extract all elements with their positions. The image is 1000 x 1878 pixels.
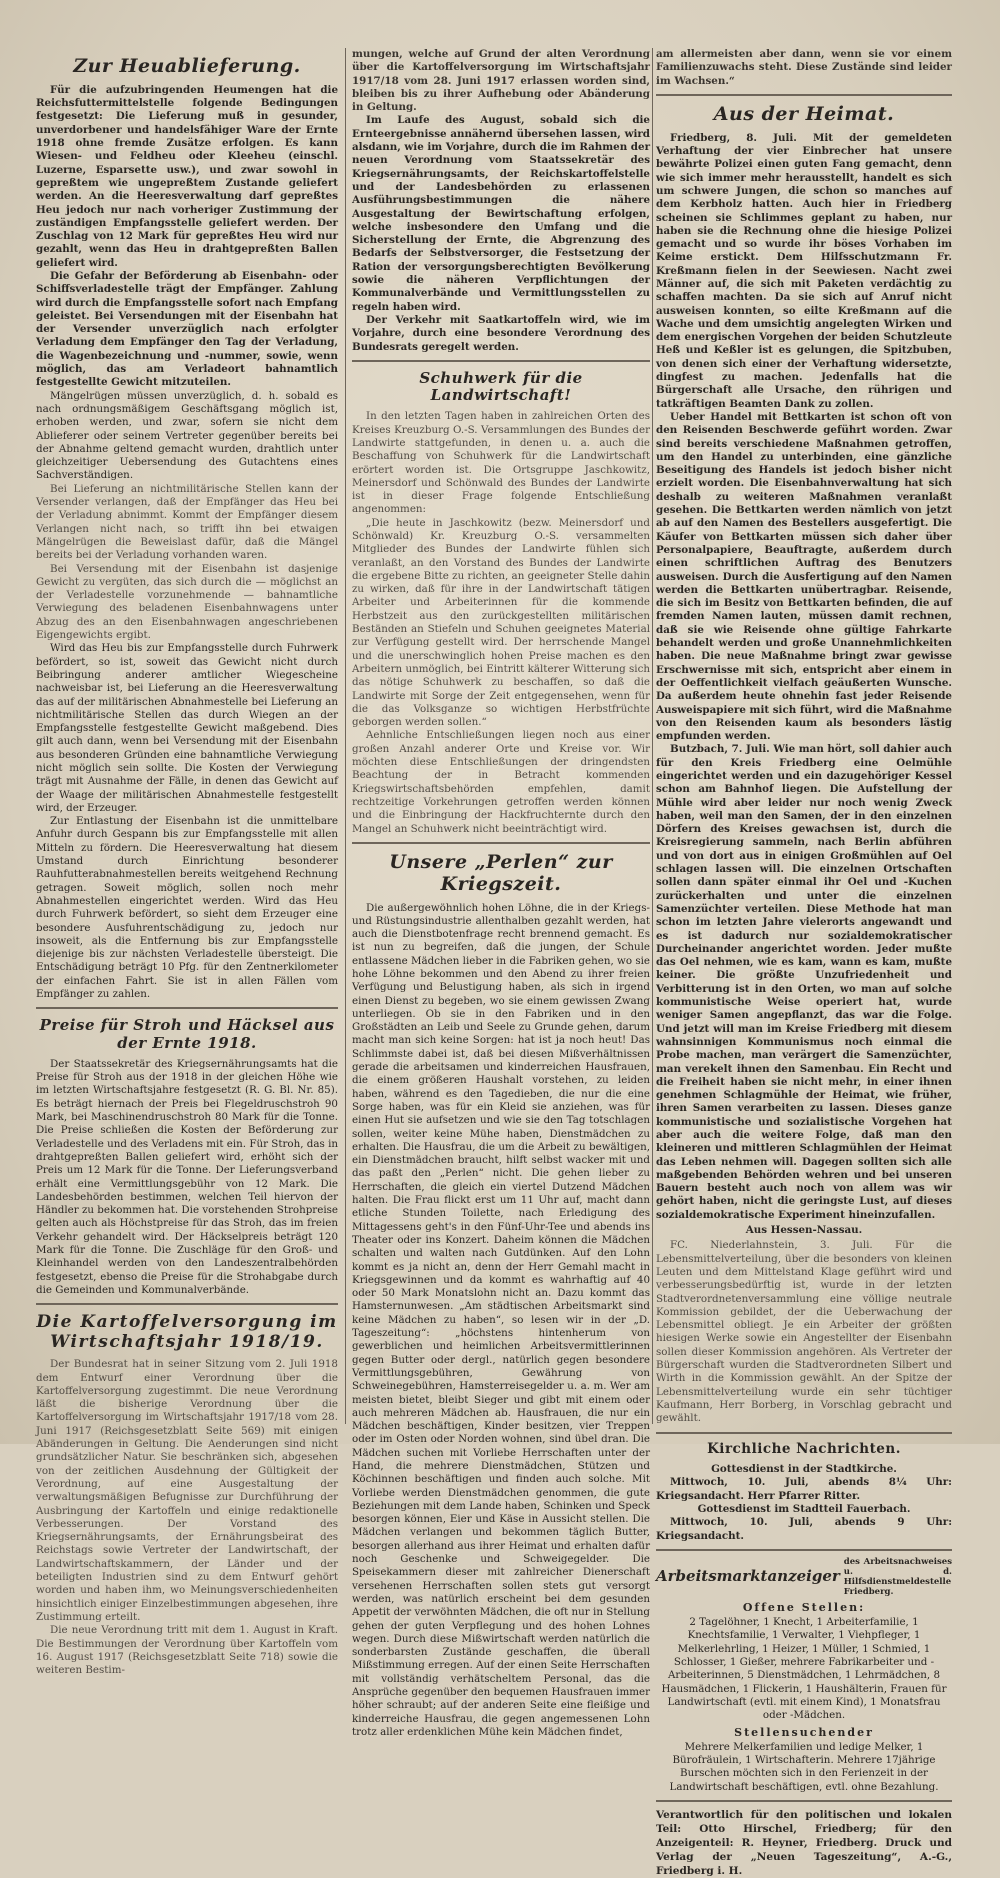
heading-schuhwerk: Schuhwerk für die Landwirtschaft! [419,368,583,405]
paragraph: Bei Lieferung an nichtmilitärische Stellen kann der Versender verlangen, daß der Empfänger das Heu bei der Verladung abnimmt. Kommt der Empfänger diesem Verlangen nicht nach, so trifft ihn bei etwaigen Mängelrügen die Beweislast dafür, daß die Mängel bereits bei der Verladung vorhanden waren. [36,482,338,562]
heading-kartoffelversorgung: Die Kartoffelversorgung im Wirtschaftsjahr 1918/19. [36,1312,338,1352]
column-2 [352,48,650,1738]
heading-perlen: Unsere „Perlen“ zur Kriegszeit. [389,850,613,895]
arbeitsmarkt-header [656,1557,952,1597]
paragraph: Zur Entlastung der Eisenbahn ist die unmittelbare Anfuhr durch Gespann bis zur Empfangsstelle mit allen Mitteln zu fördern. Die Heeresverwaltung hat diesem Umstand durch Einrichtung besonderer Rauhfutterabnahmestellen bereits weitgehend Rechnung getragen. Soweit möglich, sollen noch mehr Abnahmestellen eingerichtet werden. Wird das Heu durch Fuhrwerk befördert, so sieht dem Erzeuger eine besondere Ausfuhrentschädigung zu, jedoch nur insoweit, als die Entfernung bis zur Empfangsstelle diejenige bis zur nächsten Verladestelle übersteigt. Die Entschädigung beträgt 10 Pfg. für den Zentnerkilometer der einfachen Fahrt. Sie ist in allen Fällen vom Empfänger zu zahlen. [36,815,338,1001]
column-rule [345,48,346,1424]
paragraph: Butzbach, 7. Juli. Wie man hört, soll dahier auch für den Kreis Friedberg eine Oelmühle eingerichtet werden und ein dazugehöriger Kessel schon am Bahnhof liegen. Die Aufstellung der Mühle wird aber leider nur noch wenig Zweck haben, weil man den Samen, der in den einzelnen Dörfern des Kreises gewachsen ist, durch die Kreisregierung sammeln, nach Berlin abführen und von dort aus in einigen Großmühlen auf Oel schlagen lassen will. Die einzelnen Ortschaften sollen dann später einmal ihr Oel und -Kuchen zurückerhalten und unter die einzelnen Samenzüchter verteilen. Diese Methode hat man schon im letzten Jahre vielerorts angewandt und es ist dadurch nur sozialdemokratischer Durcheinander angerichtet worden. Jeder mußte das Oel nehmen, wie es kam, wann es kam, mußte keiner. Die größte Unzufriedenheit und Verbitterung ist in den Orten, wo man auf solche kommunistische Weise operiert hat, wurde weniger Samen angepflanzt, das war die Folge. Und jetzt will man im Kreise Friedberg mit diesem wahnsinnigen Kommunismus noch einmal die Probe machen, man verärgert die Samenzüchter, man verekelt ihnen den Samenbau. Ein Recht und die Freiheit haben sie nicht mehr, in einer ihnen genehmen Schlagmühle der Heimat, wie früher, ihren Samen verarbeiten zu lassen. Dieses ganze kommunistische und sozialistische Vorgehen hat aber auch die weitere Folge, daß man den kleineren und mittleren Schlagmühlen der Heimat das Leben nehmen will. Dagegen sollten sich alle maßgebenden Behörden wehren und bei unseren Bauern besteht auch noch von allem was wir gehört haben, nicht die geringste Lust, auf dieses sozialdemokratische Experiment hineinzufallen. [656,743,952,1221]
column-rule [652,48,653,1424]
paragraph: Der Staatssekretär des Kriegsernährungsamts hat die Preise für Stroh aus der 1918 in der gleichen Höhe wie im letzten Wirtschaftsjahre festgesetzt (R. G. Bl. Nr. 85). Es beträgt hiernach der Preis bei Flegeldruschstroh 90 Mark, bei Maschinendruschstroh 80 Mark für die Tonne. Die Preise schließen die Kosten der Beförderung zur Verladestelle und des Verladens mit ein. Für Stroh, das in drahtgepreßten Ballen geliefert wird, erhöht sich der Preis um 12 Mark für die Tonne. Der Lieferungsverband erhält eine Vermittlungsgebühr von 12 Mark. Die Landesbehörden bestimmen, welchen Teil hiervon der Händler zu bekommen hat. Die vorstehenden Strohpreise gelten auch als Höchstpreise für das Stroh, das im freien Verkehr gehandelt wird. Der Häckselpreis beträgt 120 Mark für die Tonne. Die Zuschläge für den Groß- und Kleinhandel werden von den Landeszentralbehörden festgesetzt, ebenso die Preise für die Strohabgabe durch die Gemeinden und Kommunalverbände. [36,1057,338,1296]
paragraph: Der Bundesrat hat in seiner Sitzung vom 2. Juli 1918 dem Entwurf einer Verordnung über die Kartoffelversorgung zugestimmt. Die neue Verordnung läßt die bisherige Verordnung über die Kartoffelversorgung im Wirtschaftsjahr 1917/18 vom 28. Juni 1917 (Reichsgesetzblatt Seite 569) mit einigen Abänderungen in Geltung. Die Aenderungen sind nicht grundsätzlicher Natur. Sie beschränken sich, abgesehen von der zeitlichen Ausdehnung der Gültigkeit der Verordnung, auf eine Ausgestaltung der verwaltungsmäßigen Befugnisse zur Durchführung der Ausbringung der Kartoffeln und einige redaktionelle Verbesserungen. Der Vorstand des Kriegsernährungsamts, der Ernährungsbeirat des Reichstags sowie Vertreter der Landwirtschaft, der Landwirtschaftskammern, der Länder und der beteiligten Industrien sind zu dem Entwurf gehört worden und haben ihm, wo Meinungsverschiedenheiten hinsichtlich einiger Einzelbestimmungen abgesehen, ihre Zustimmung erteilt. [36,1358,338,1623]
paragraph: In den letzten Tagen haben in zahlreichen Orten des Kreises Kreuzburg O.-S. Versammlungen des Bundes der Landwirte stattgefunden, in denen u. a. auch die Beschaffung von Schuhwerk für die Landwirtschaft erörtert worden ist. Die Ortsgruppe Jaschkowitz, Meinersdorf und Schönwald des Bundes der Landwirte ist in dieser Frage folgende Entschließung angenommen: [352,410,650,516]
offene-stellen-title: Offene Stellen: [742,1600,866,1614]
paragraph: Für die aufzubringenden Heumengen hat die Reichsfuttermittelstelle folgende Bedingungen festgesetzt: Die Lieferung muß in gesunder, unverdorbener und handelsfähiger Ware der Ernte 1918 ohne fremde Zusätze erfolgen. Es kann Wiesen- und Feldheu oder Kleeheu (einschl. Luzerne, Esparsette usw.), und zwar sowohl in gepreßtem wie ungepreßtem Zustande geliefert werden. An die Heeresverwaltung darf gepreßtes Heu jedoch nur nach vorheriger Zustimmung der zuständigen Empfangsstelle geliefert werden. Der Zuschlag von 12 Mark für gepreßtes Heu wird nur gezahlt, wenn das Heu in drahtgepreßten Ballen geliefert wird. [36,83,338,269]
heading-stroh-preise: Preise für Stroh und Häcksel aus der Ernte 1918. [39,1016,335,1052]
heading-heuablieferung: Zur Heuablieferung. [73,55,301,77]
church-line: Mittwoch, 10. Juli, abends 9 Uhr: Kriegsandacht. [656,1516,952,1542]
divider [656,1800,952,1802]
paragraph: „Die heute in Jaschkowitz (bezw. Meinersdorf und Schönwald) Kr. Kreuzburg O.-S. versammelten Mitglieder des Bundes der Landwirte fühlen sich veranlaßt, an den Vorstand des Bundes der Landwirte die ergebene Bitte zu richten, an geeigneter Stelle dahin zu wirken, daß für ihre in der Landwirtschaft tätigen Arbeiter und Arbeiterinnen für die kommende Herbstzeit aus den zurückgestellten militärischen Beständen an Stiefeln und Schuhen geeignetes Material zur Verfügung gestellt wird. Der herrschende Mangel und die unerschwinglich hohen Preise machen es den Arbeitern unmöglich, bei Eintritt kälterer Witterung sich das nötige Schuhwerk zu beschaffen, so daß die Landwirte mit Sorge der Zeit entgegensehen, wenn für die das Volksganze so wichtigen Herbstfrüchte geborgen werden sollen.“ [352,516,650,729]
paragraph: Der Verkehr mit Saatkartoffeln wird, wie im Vorjahre, durch eine besondere Verordnung des Bundesrats geregelt werden. [352,313,650,353]
paragraph: Aehnliche Entschließungen liegen noch aus einer großen Anzahl anderer Orte und Kreise vor. Wir möchten diese Entschließungen der dringendsten Beachtung der in Betracht kommenden Kriegswirtschaftsbehörden empfehlen, damit rechtzeitige Vorkehrungen getroffen werden können und die Einbringung der Hackfruchternte durch den Mangel an Schuhwerk nicht beeinträchtigt wird. [352,729,650,835]
offene-stellen-list: 2 Tagelöhner, 1 Knecht, 1 Arbeiterfamilie, 1 Knechtsfamilie, 1 Verwalter, 1 Viehpfleger, 1 Melkerlehrling, 1 Heizer, 1 Müller, 1 Schmied, 1 Schlosser, 1 Gießer, mehrere Fabrikarbeiter und -Arbeiterinnen, 5 Dienstmädchen, 1 Lehrmädchen, 8 Hausmädchen, 1 Flickerin, 1 Haushälterin, Frauen für Landwirtschaft (evtl. mit einem Kind), 1 Monatsfrau oder -Mädchen. [661,1616,947,1722]
paragraph: Ueber Handel mit Bettkarten ist schon oft von den Reisenden Beschwerde geführt worden. Zwar sind bereits verschiedene Maßnahmen getroffen, um den Handel zu unterbinden, eine gänzliche Beseitigung des Handels ist jedoch bisher nicht erzielt worden. Die Eisenbahnverwaltung hat sich deshalb zu weiteren Maßnahmen veranlaßt gesehen. Die Bettkarten werden nämlich von jetzt ab auf den Namen des Bestellers ausgefertigt. Die Käufer von Bettkarten müssen sich daher über Personalpapiere, Beauftragte, außerdem durch einen schriftlichen Auftrag des Benutzers ausweisen. Durch die Ausfertigung auf den Namen werden die Bettkarten unübertragbar. Reisende, die sich im Besitz von Bettkarten befinden, die auf fremden Namen lauten, müssen damit rechnen, daß sie wie Reisende ohne gültige Fahrkarte behandelt werden und große Unannehmlichkeiten haben. Die neue Maßnahme bringt zwar gewisse Erschwernisse mit sich, entspricht aber einem in der Oeffentlichkeit vielfach geäußerten Wunsche. Da außerdem heute ohnehin fast jeder Reisende Ausweispapiere mit sich führt, wird die Maßnahme von den Reisenden kaum als besonders lästig empfunden werden. [656,410,952,743]
church-line: Gottesdienst in der Stadtkirche. [711,1463,897,1476]
paragraph: Die Gefahr der Beförderung ab Eisenbahn- oder Schiffsverladestelle trägt der Empfänger. Zahlung wird durch die Empfangsstelle sofort nach Empfang geleistet. Bei Versendungen mit der Eisenbahn hat der Versender unverzüglich nach erfolgter Verladung dem Empfänger den Tag der Verladung, die Wagenbezeichnung und -nummer, sowie, wenn möglich, das am Verladeort bahnamtlich festgestellte Gewicht mitzuteilen. [36,270,338,389]
paragraph: FC. Niederlahnstein, 3. Juli. Für die Lebensmittelverteilung, über die besonders von kleinen Leuten und dem Mittelstand Klage geführt wird und verbesserungsbedürftig ist, wurde in der letzten Stadtverordnetenversammlung eine völlige neutrale Kommission gebildet, der die Ueberwachung der Lebensmittel obliegt. Je ein Arbeiter der größten hiesigen Werke sowie ein Angestellter der Eisenbahn sollen dieser Kommission angehören. Als Vertreter der Bürgerschaft wurden die Stadtverordneten Silbert und Wirth in die Kommission gewählt. An der Spitze der Lebensmittelverteilung wurde ein sehr tüchtiger Kaufmann, Herr Borberg, in Vorschlag gebracht und gewählt. [656,1239,952,1425]
arbeitsmarkt-subtitle: des Arbeitsnachweises u. d. Hilfsdienstmeldestelle Friedberg. [843,1556,952,1597]
divider [656,1549,952,1551]
paragraph: Mängelrügen müssen unverzüglich, d. h. sobald es nach ordnungsmäßigem Geschäftsgang möglich ist, erhoben werden, und zwar, sofern sie nicht dem Ablieferer oder seinem Vertreter gegenüber bereits bei der Abnahme geltend gemacht wurden, drahtlich unter gleichzeitiger Uebersendung des Gutachtens eines Sachverständigen. [36,389,338,482]
divider [656,94,952,96]
column-3 [656,48,952,1877]
divider [352,360,650,362]
section-subtitle: Aus Hessen-Nassau. [745,1224,863,1237]
column-1 [36,48,338,1677]
paragraph: Wird das Heu bis zur Empfangsstelle durch Fuhrwerk befördert, so ist, soweit das Gewicht nicht durch Beibringung anderer amtlicher Wiegescheine nachweisbar ist, bei Lieferung an die Heeresverwaltung das auf der militärischen Abnahmestelle bei Lieferung an nichtmilitärische Stellen das durch Wiegen an der Empfangsstelle festgestellte Gewicht maßgebend. Dies gilt auch dann, wenn bei Versendung mit der Eisenbahn aus besonderen Gründen eine bahnamtliche Verwiegung nicht möglich sein sollte. Die Kosten der Verwiegung trägt mit Ausnahme der Fälle, in denen das Gewicht auf der Waage der militärischen Abnahmestelle festgestellt wird, der Erzeuger. [36,642,338,814]
paragraph: Friedberg, 8. Juli. Mit der gemeldeten Verhaftung der vier Einbrecher hat unsere bewährte Polizei einen guten Fang gemacht, denn wie sich immer mehr herausstellt, handelt es sich um schwere Jungen, die schon so manches auf dem Kerbholz hatten. Auch hier in Friedberg scheinen sie Schlimmes geplant zu haben, nur haben sie die Rechnung ohne die hiesige Polizei gemacht und so wurde ihr böses Vorhaben im Keime erstickt. Dem Hilfsschutzmann Fr. Kreßmann fielen in der Seewiesen. Nacht zwei Männer auf, die sich mit Paketen verdächtig zu schaffen machten. Da sie sich auf Anruf nicht ausweisen konnten, so eilte Kreßmann auf die Wache und dem umsichtig angelegten Wirken und dem energischen Vorgehen der beiden Schutzleute Heß und Keßler ist es gelungen, die Spitzbuben, von denen sich einer der Verhaftung widersetzte, dingfest zu machen. Jedenfalls hat die Bürgerschaft alle Ursache, den rührigen und tatkräftigen Beamten Dank zu zollen. [656,131,952,410]
imprint: Verantwortlich für den politischen und lokalen Teil: Otto Hirschel, Friedberg; für den Anzeigenteil: R. Heyner, Friedberg. Druck und Verlag der „Neuen Tageszeitung“, A.-G., Friedberg i. H. [656,1808,952,1877]
paragraph: Die außergewöhnlich hohen Löhne, die in der Kriegs- und Rüstungsindustrie allenthalben gezahlt werden, hat auch die Dienstbotenfrage recht brennend gemacht. Es ist nun zu begreifen, daß die jungen, der Schule entlassene Mädchen lieber in die Fabriken gehen, wo sie hohe Löhne bekommen und den Abend zu ihrer freien Verfügung und Belustigung haben, als sich in irgend einen Dienst zu begeben, wo sie einem gewissen Zwang unterliegen. Ob sie in den Fabriken und in den Großstädten an Leib und Seele zu Grunde gehen, darum macht man sich keine Sorgen: hat ist ja noch heut! Das Schlimmste dabei ist, daß bei diesen Mißverhältnissen gerade die arbeitsamen und kinderreichen Hausfrauen, die einem größeren Haushalt vorstehen, zu leiden haben, während es den Tagedieben, die nur die eine Sorge haben, was für ein Kleid sie anziehen, was für einen Hut sie aufsetzen und wie sie den Tag totschlagen sollen, weiter keine Mühe haben, Dienstmädchen zu erhalten. Die Hausfrau, die um die Arbeit zu bewältigen, ein Dienstmädchen braucht, hilft selbst wacker mit und das paßt den „Perlen“ nicht. Die gehen lieber zu Herrschaften, die gleich ein viertel Dutzend Mädchen halten. Die Frau flickt erst um 11 Uhr auf, macht dann etliche Stunden Toilette, nach Erledigung des Mittagessens geht's in den Fünf-Uhr-Tee und abends ins Theater oder ins Konzert. Daheim können die Mädchen schalten und walten nach Gutdünken. Auf den Lohn kommt es ja nicht an, denn der Herr Gemahl macht in Kriegsgewinnen und da kommt es wahrhaftig auf 40 oder 50 Mark Monatslohn nicht an. Dazu kommt das Hamsternunwesen. „Am städtischen Arbeitsmarkt sind keine Mädchen zu haben“, so lesen wir in der „D. Tageszeitung“: „höchstens hintenherum von gewerblichen und heimlichen Arbeitsvermittlerinnen gegen Butter oder dergl., natürlich gegen besondere Vermittlungsgebühren, Gewährung von Schweinegebühren, Hamsterreisegelder u. a. m. Wer am meisten bietet, bleibt Sieger und gibt mit einem oder auch mehreren Mädchen ab. Hausfrauen, die nur ein Mädchen beschäftigen, Kinder besitzen, vier Treppen oder im Osten oder Norden wohnen, sind übel dran. Die Mädchen suchen mit Vorliebe Herrschaften unter der Hand, die mehrere Dienstmädchen, Stützen und Köchinnen beschäftigen und finden auch solche. Mit Vorliebe werden Dienstmädchen genommen, die gute Beziehungen mit dem Lande haben, Schinken und Speck besorgen können, Eier und Käse in Aussicht stellen. Die Mädchen verlangen und bekommen täglich Butter, besorgen allerhand aus ihrer Heimat und erhalten dafür noch Geschenke und Schweigegelder. Die Speisekammern dieser mit zahlreicher Dienerschaft versehenen Herrschaften sollen stets gut versorgt werden, was natürlich erscheint bei dem gesunden Appetit der verwöhnten Mädchen, die oft nur in Stellung gehen der guten Verpflegung und des hohen Lohnes wegen. Durch diese Mißwirtschaft werden natürlich die sonderbarsten Zustände geschaffen, die überall Mißstimmung erregen. Auf der einen Seite Herrschaften mit vollständig verhätscheltem Personal, das die Ansprüche gegenüber den bequemen Hausfrauen immer höher schraubt; auf der anderen Seite eine fleißige und kinderreiche Hausfrau, die gegen angemessenen Lohn trotz aller erdenklichen Mühe kein Mädchen findet, [352,901,650,1738]
divider [656,1432,952,1434]
heading-arbeitsmarktanzeiger: Arbeitsmarktanzeiger [656,1567,840,1586]
paragraph: Die neue Verordnung tritt mit dem 1. August in Kraft. Die Bestimmungen der Verordnung über Kartoffeln vom 16. August 1917 (Reichsgesetzblatt Seite 718) sowie die weiteren Bestim- [36,1624,338,1677]
divider [36,1303,338,1305]
stellensuchende-list: Mehrere Melkerfamilien und ledige Melker, 1 Bürofräulein, 1 Wirtschafterin. Mehrere 17jährige Burschen möchten sich in den Ferienzeit in der Landwirtschaft beschäftigen, evtl. ohne Bezahlung. [669,1740,939,1793]
heading-aus-der-heimat: Aus der Heimat. [713,102,895,125]
paragraph: am allermeisten aber dann, wenn sie vor einem Familienzuwachs steht. Diese Zustände sind leider im Wachsen.“ [656,48,952,87]
church-line: Gottesdienst im Stadtteil Fauerbach. [697,1502,911,1515]
paragraph: Im Laufe des August, sobald sich die Ernteergebnisse annähernd übersehen lassen, wird alsdann, wie im Vorjahre, durch die im Rahmen der neuen Verordnung vom Staatssekretär des Kriegsernährungsamts, der Reichskartoffelstelle und der Landesbehörden zu erlassenen Ausführungsbestimmungen die nähere Ausgestaltung der Bewirtschaftung erfolgen, welche insbesondere den Umfang und die Sicherstellung der Ernte, die Abgrenzung des Bedarfs der Selbstversorger, die Festsetzung der Ration der versorgungsberechtigten Bevölkerung sowie die näheren Verpflichtungen der Kommunalverbände und Vermittlungsstellen zu regeln haben wird. [352,114,650,313]
paragraph: mungen, welche auf Grund der alten Verordnung über die Kartoffelversorgung im Wirtschaftsjahr 1917/18 vom 28. Juni 1917 erlassen worden sind, bleiben bis zu ihrer Aufhebung oder Abänderung in Geltung. [352,48,650,114]
divider [36,1007,338,1009]
stellensuchende-title: Stellensuchender [734,1725,874,1739]
heading-kirchliche-nachrichten: Kirchliche Nachrichten. [707,1440,901,1457]
church-line: Mittwoch, 10. Juli, abends 8¼ Uhr: Kriegsandacht. Herr Pfarrer Ritter. [656,1476,952,1502]
divider [352,842,650,844]
paragraph: Bei Versendung mit der Eisenbahn ist dasjenige Gewicht zu vergüten, das sich durch die — möglichst an der Verladestelle vorzunehmende — bahnamtliche Verwiegung des beladenen Eisenbahnwagens unter Abzug des an den Eisenbahnwagen angeschriebenen Eigengewichts ergibt. [36,562,338,642]
